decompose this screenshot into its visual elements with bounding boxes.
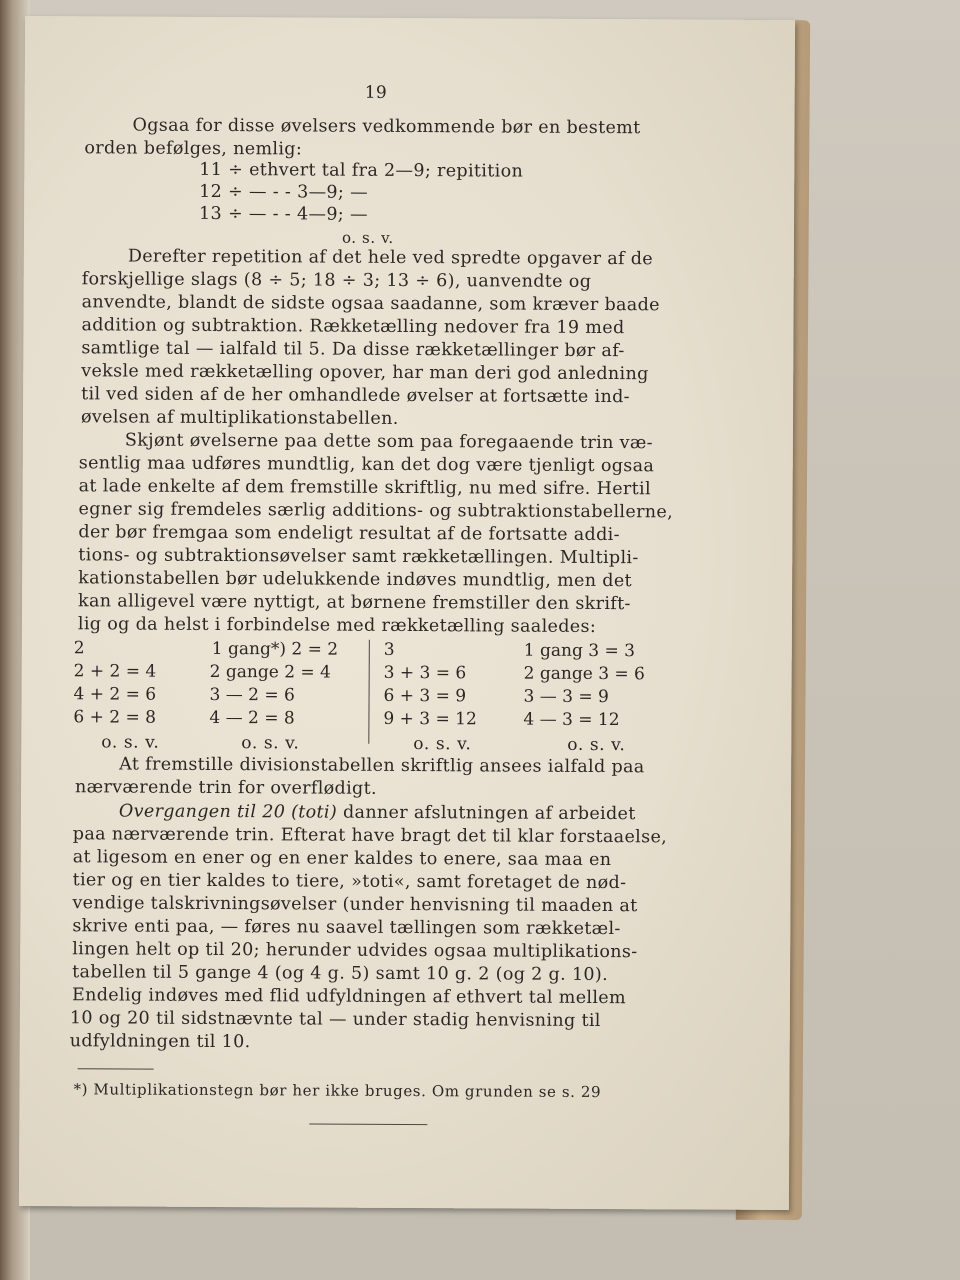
- body-line: samtlige tal — ialfald til 5. Da disse rækketællinger bør af-: [81, 338, 625, 362]
- intro-line: orden befølges, nemlig:: [84, 138, 303, 160]
- body-line: veksle med rækketælling opover, har man deri god anledning: [81, 361, 649, 385]
- body-line: til ved siden af de her omhandlede øvelser at fortsætte ind-: [81, 384, 630, 408]
- body-line: lig og da helst i forbindelse med rækketælling saaledes:: [77, 614, 597, 637]
- list-row: 12 ÷ — - - 3—9; —: [199, 181, 369, 203]
- overgang-heading: Overgangen til 20 (toti): [118, 801, 338, 823]
- final-line: tabellen til 5 gange 4 (og 4 g. 5) samt 10 g. 2 (og 2 g. 10).: [72, 962, 609, 986]
- final-line: udfyldningen til 10.: [69, 1031, 251, 1053]
- body-line: der bør fremgaa som endeligt resultat af de fortsatte addi-: [78, 522, 620, 546]
- body-line: kationstabellen bør udelukkende indøves mundtlig, men det: [78, 568, 633, 592]
- body-line: Skjønt øvelserne paa dette som paa foregaaende trin væ-: [124, 430, 654, 454]
- final-line: at ligesom en ener og en ener kaldes to enere, saa maa en: [72, 847, 612, 871]
- final-line: paa nærværende trin. Efterat have bragt det til klar forstaaelse,: [72, 824, 668, 848]
- final-line: lingen helt op til 20; herunder udvides ogsaa multiplikations-: [72, 939, 638, 963]
- table-cell: 1 gang 3 = 3: [523, 640, 636, 662]
- final-line: Endelig indøves med flid udfyldningen af ethvert tal mellem: [71, 985, 627, 1009]
- body-line: øvelsen af multiplikationstabellen.: [80, 407, 399, 429]
- final-line: tier og en tier kaldes to tiere, »toti«, samt foretaget de nød-: [72, 870, 627, 894]
- body-line: kan alligevel være nyttigt, at børnene fremstiller den skrift-: [78, 591, 631, 615]
- table-cell: 2 + 2 = 4: [73, 661, 157, 682]
- table-cell: o. s. v.: [413, 734, 472, 755]
- table-cell: 2 gange 3 = 6: [523, 663, 645, 685]
- table-cell: 9 + 3 = 12: [383, 708, 477, 730]
- final-line: 10 og 20 til sidstnævnte tal — under stadig henvisning til: [69, 1008, 601, 1032]
- book-page: [19, 16, 795, 1210]
- body-line: anvendte, blandt de sidste ogsaa saadanne, som kræver baade: [81, 292, 660, 316]
- table-cell: 3 + 3 = 6: [383, 662, 467, 684]
- table-cell: 3: [383, 639, 395, 660]
- list-row: 11 ÷ ethvert tal fra 2—9; repitition: [199, 159, 524, 182]
- table-cell: o. s. v.: [567, 734, 626, 756]
- table-cell: 4 — 3 = 12: [523, 709, 620, 731]
- body-line: forskjellige slags (8 ÷ 5; 18 ÷ 3; 13 ÷ 6), uanvendte og: [81, 269, 592, 292]
- table-cell: 6 + 2 = 8: [73, 707, 157, 728]
- table-divider: [368, 640, 370, 744]
- after-line: At fremstille divisionstabellen skriftlig ansees ialfald paa: [119, 754, 645, 778]
- footnote-rule: [78, 1068, 154, 1069]
- table-cell: 1 gang*) 2 = 2: [211, 638, 339, 660]
- final-line: vendige talskrivningsøvelser (under henvisning til maaden at: [72, 893, 638, 917]
- table-cell: o. s. v.: [241, 733, 300, 754]
- body-line: at lade enkelte af dem fremstille skriftlig, nu med sifre. Hertil: [78, 476, 652, 500]
- end-rule: [309, 1123, 427, 1125]
- overgang-text: danner afslutningen af arbeidet: [337, 802, 636, 825]
- list-osv: o. s. v.: [341, 228, 394, 247]
- final-line: skrive enti paa, — føres nu saavel tællingen som rækketæl-: [72, 916, 621, 940]
- table-cell: 2: [73, 638, 85, 659]
- table-cell: 6 + 3 = 9: [383, 685, 467, 707]
- body-line: egner sig fremdeles særlig additions- og subtraktionstabellerne,: [78, 499, 674, 523]
- table-cell: 3 — 3 = 9: [523, 686, 609, 708]
- body-line: tions- og subtraktionsøvelser samt rækketællingen. Multipli-: [78, 545, 639, 569]
- table-cell: 4 — 2 = 8: [209, 707, 295, 729]
- intro-line: Ogsaa for disse øvelsers vedkommende bør en bestemt: [132, 115, 641, 139]
- overgang-line: [119, 800, 636, 825]
- body-line: addition og subtraktion. Rækketælling nedover fra 19 med: [81, 315, 625, 339]
- body-line: Derefter repetition af det hele ved spredte opgaver af de: [127, 246, 654, 270]
- after-line: nærværende trin for overflødigt.: [75, 777, 377, 799]
- footnote: *) Multiplikationstegn bør her ikke bruges. Om grunden se s. 29: [73, 1080, 602, 1102]
- list-row: 13 ÷ — - - 4—9; —: [199, 203, 368, 225]
- table-cell: 2 gange 2 = 4: [209, 661, 331, 683]
- page-number: 19: [364, 82, 388, 103]
- table-cell: 3 — 2 = 6: [209, 684, 295, 706]
- body-line: sentlig maa udføres mundtlig, kan det dog være tjenligt ogsaa: [78, 453, 655, 477]
- table-cell: 4 + 2 = 6: [73, 684, 157, 705]
- table-cell: o. s. v.: [101, 732, 160, 753]
